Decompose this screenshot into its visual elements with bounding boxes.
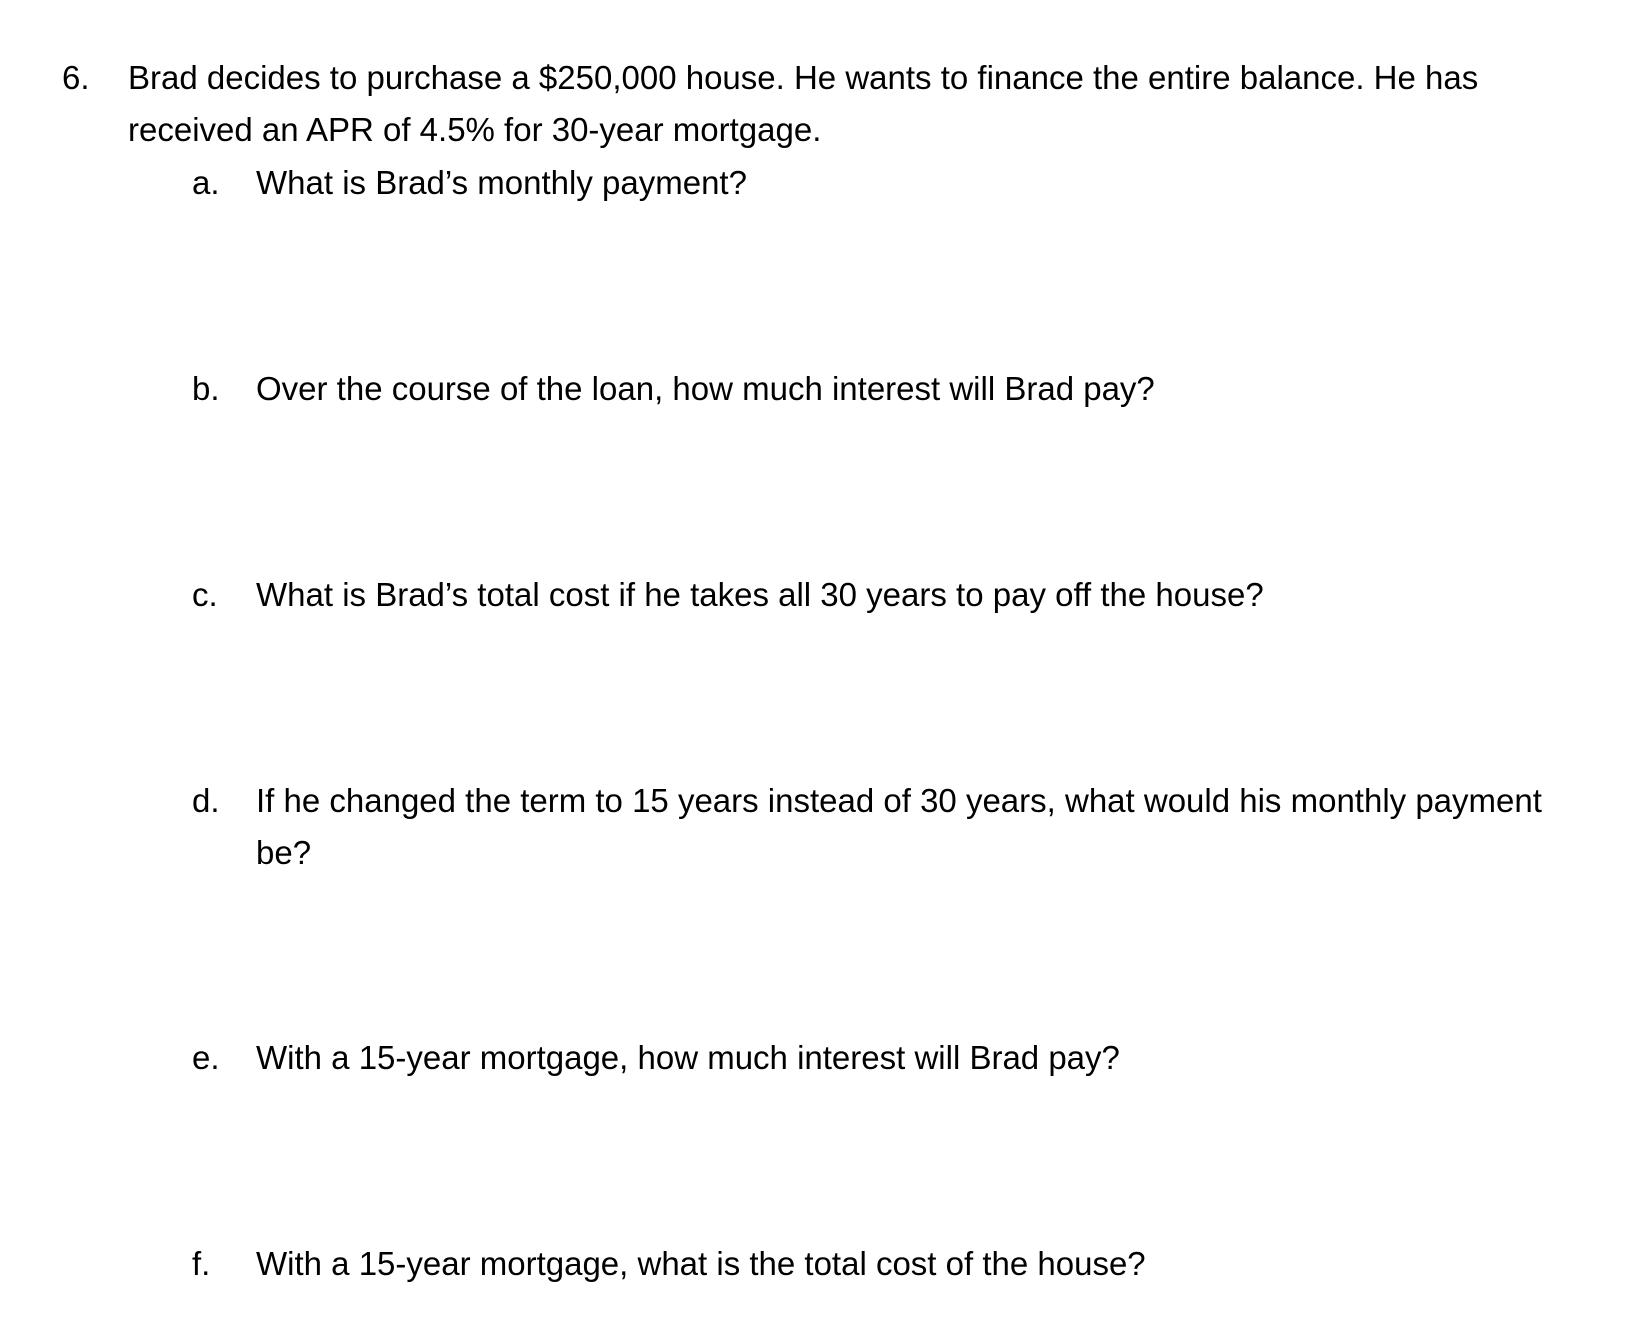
question-letter: c. [192,576,218,613]
question-text: If he changed the term to 15 years instead of 30 years, what would his monthly payment be? [256,782,1542,871]
question-letter: a. [192,164,220,201]
question-letter: b. [192,370,220,407]
question-text: Over the course of the loan, how much interest will Brad pay? [256,370,1155,407]
question-text: What is Brad’s monthly payment? [256,164,747,201]
problem-statement: Brad decides to purchase a $250,000 house. He wants to finance the entire balance. He has received an APR of 4.5% for 30-year mortgage. [128,59,1479,148]
question-letter: d. [192,782,220,819]
question-text: What is Brad’s total cost if he takes all 30 years to pay off the house? [256,576,1264,613]
question-letter: e. [192,1039,220,1076]
question-text: With a 15-year mortgage, how much interest will Brad pay? [256,1039,1120,1076]
question-letter: f. [192,1245,211,1282]
question-text: With a 15-year mortgage, what is the total cost of the house? [256,1245,1146,1282]
problem-number: 6. [62,59,90,96]
